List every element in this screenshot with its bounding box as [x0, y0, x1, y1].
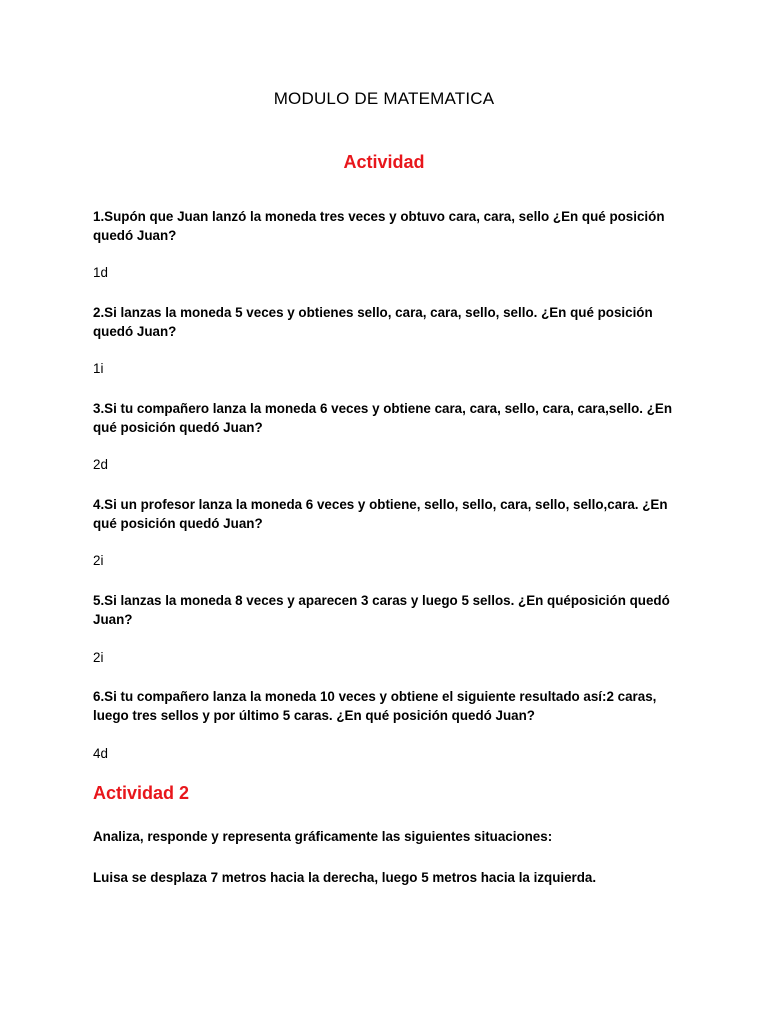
question-2: 2.Si lanzas la moneda 5 veces y obtienes sello, cara, cara, sello, sello. ¿En qué posición quedó Juan? — [93, 305, 653, 339]
answer-6: 4d — [93, 746, 108, 761]
section-heading-actividad-2: Actividad 2 — [93, 783, 190, 803]
document-title: MODULO DE MATEMATICA — [273, 89, 495, 108]
answer-1: 1d — [93, 265, 108, 280]
section2-intro: Analiza, responde y representa gráficamente las siguientes situaciones: — [93, 829, 553, 844]
answer-2: 1i — [93, 361, 104, 376]
answer-5: 2i — [93, 650, 104, 665]
answer-4: 2i — [93, 553, 104, 568]
question-4: 4.Si un profesor lanza la moneda 6 veces y obtiene, sello, sello, cara, sello, sello,cara. ¿En qué posición quedó Juan? — [93, 497, 668, 531]
question-3: 3.Si tu compañero lanza la moneda 6 veces y obtiene cara, cara, sello, cara, cara,sello. ¿En qué posición quedó Juan? — [93, 401, 673, 435]
answer-3: 2d — [93, 457, 108, 472]
question-6: 6.Si tu compañero lanza la moneda 10 veces y obtiene el siguiente resultado así:2 caras, luego tres sellos y por último 5 caras. ¿En qué posición quedó Juan? — [93, 689, 657, 723]
section2-problem: Luisa se desplaza 7 metros hacia la derecha, luego 5 metros hacia la izquierda. — [93, 870, 597, 885]
section-heading-actividad: Actividad — [343, 152, 425, 172]
question-1: 1.Supón que Juan lanzó la moneda tres veces y obtuvo cara, cara, sello ¿En qué posición quedó Juan? — [93, 209, 665, 243]
question-5: 5.Si lanzas la moneda 8 veces y aparecen 3 caras y luego 5 sellos. ¿En quéposición quedó Juan? — [93, 593, 670, 627]
